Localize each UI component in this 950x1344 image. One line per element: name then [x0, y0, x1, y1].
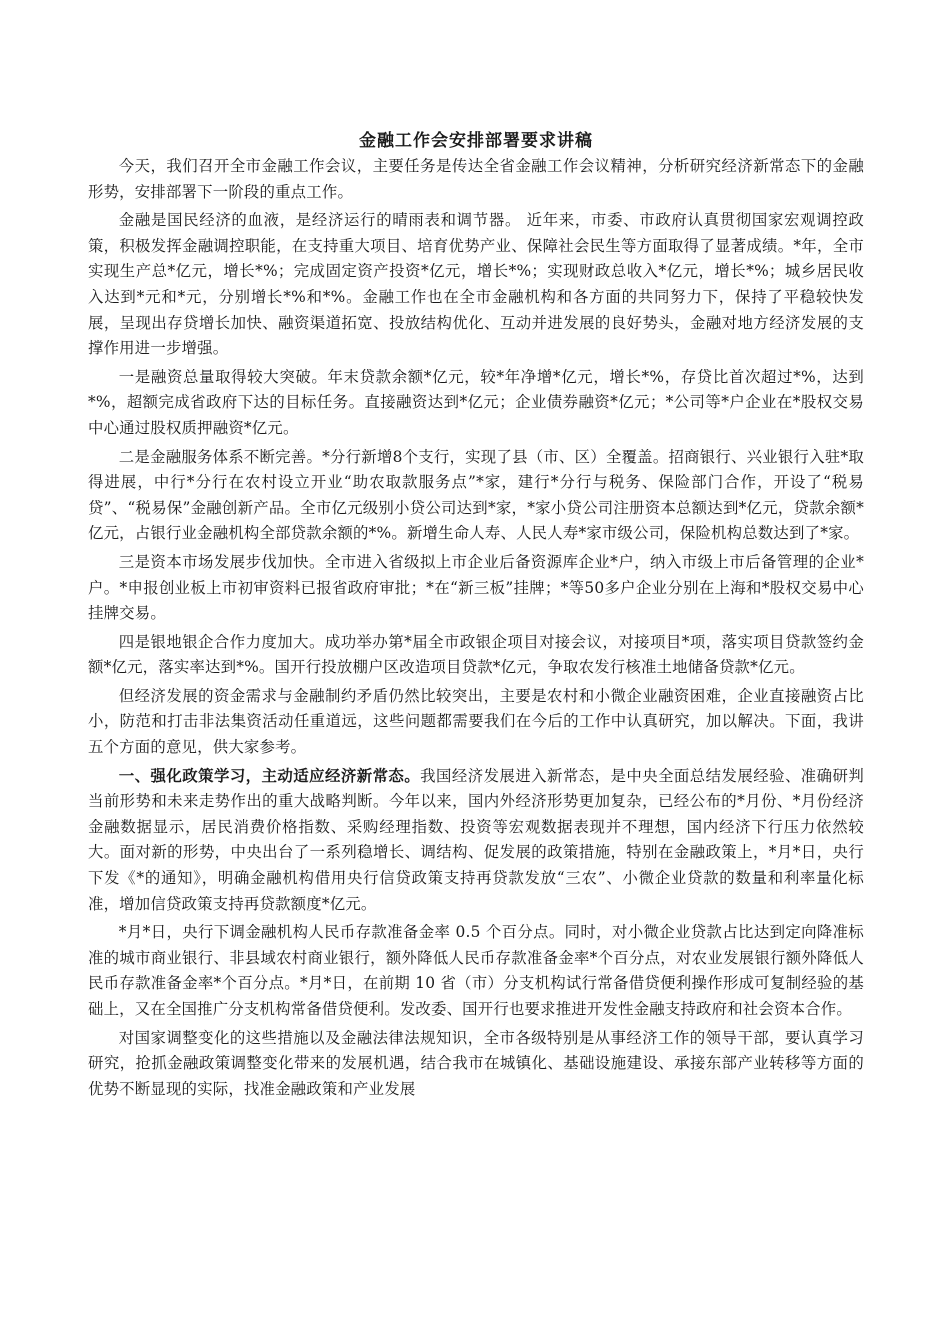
- paragraph: [88, 630, 864, 681]
- paragraph-text: 二是金融服务体系不断完善。*分行新增8个支行，实现了县（市、区）全覆盖。招商银行、兴业银行入驻*取得进展，中行*分行在农村设立开业“助农取款服务点”*家，建行*分行与税务、保险部门合作，开设了“税易贷”、“税易保”金融创新产品。全市亿元级别小贷公司达到*家，*家小贷公司注册资本总额达到*亿元，贷款余额*亿元，占银行业金融机构全部贷款余额的*%。新增生命人寿、人民人寿*家市级公司，保险机构总数达到了*家。: [88, 447, 864, 543]
- paragraph: [88, 764, 864, 918]
- paragraph-text: 今天，我们召开全市金融工作会议，主要任务是传达全省金融工作会议精神，分析研究经济新常态下的金融形势，安排部署下一阶段的重点工作。: [88, 157, 864, 201]
- paragraph: [88, 550, 864, 627]
- paragraph: [88, 920, 864, 1022]
- document-page: [88, 128, 864, 1105]
- paragraph: [88, 208, 864, 362]
- paragraph: [88, 154, 864, 205]
- document-title: 金融工作会安排部署要求讲稿: [359, 131, 593, 151]
- paragraph-text: 三是资本市场发展步伐加快。全市进入省级拟上市企业后备资源库企业*户，纳入市级上市后备管理的企业*户。*申报创业板上市初审资料已报省政府审批；*在“新三板”挂牌；*等50多户企业分别在上海和*股权交易中心挂牌交易。: [88, 552, 864, 623]
- paragraph-text: *月*日，央行下调金融机构人民币存款准备金率 0.5 个百分点。同时，对小微企业贷款占比达到定向降准标准的城市商业银行、非县域农村商业银行，额外降低人民币存款准备金率*个百分点，对农业发展银行额外降低人民币存款准备金率*个百分点。*月*日，在前期 10 省（市）分支机构试行常备借贷便利操作形成可复制经验的基础上，又在全国推广分支机构常备借贷便利。发改委、国开行也要求推进开发性金融支持政府和社会资本合作。: [88, 923, 864, 1018]
- paragraph: [88, 1026, 864, 1103]
- section-heading: 一、强化政策学习，主动适应经济新常态。: [118, 766, 421, 785]
- paragraph: [88, 365, 864, 442]
- paragraph-text: 四是银地银企合作力度加大。成功举办第*届全市政银企项目对接会议，对接项目*项，落实项目贷款签约金额*亿元，落实率达到*%。国开行投放棚户区改造项目贷款*亿元，争取农发行核准土地储备贷款*亿元。: [88, 632, 864, 677]
- paragraph-text: 但经济发展的资金需求与金融制约矛盾仍然比较突出，主要是农村和小微企业融资困难，企业直接融资占比小，防范和打击非法集资活动任重道远，这些问题都需要我们在今后的工作中认真研究，加以解决。下面，我讲五个方面的意见，供大家参考。: [88, 686, 864, 757]
- paragraph: [88, 445, 864, 547]
- paragraph: [88, 684, 864, 761]
- paragraph-text: 我国经济发展进入新常态，是中央全面总结发展经验、准确研判当前形势和未来走势作出的重大战略判断。今年以来，国内外经济形势更加复杂，已经公布的*月份、*月份经济金融数据显示，居民消费价格指数、采购经理指数、投资等宏观数据表现并不理想，国内经济下行压力依然较大。面对新的形势，中央出台了一系列稳增长、调结构、促发展的政策措施，特别在金融政策上，*月*日，央行下发《*的通知》，明确金融机构借用央行信贷政策支持再贷款发放“三农”、小微企业贷款的数量和利率量化标准，增加信贷政策支持再贷款额度*亿元。: [88, 766, 864, 913]
- document-body: [88, 154, 864, 1102]
- paragraph-text: 一是融资总量取得较大突破。年末贷款余额*亿元，较*年净增*亿元，增长*%，存贷比首次超过*%，达到*%，超额完成省政府下达的目标任务。直接融资达到*亿元；企业债券融资*亿元；*公司等*户企业在*股权交易中心通过股权质押融资*亿元。: [88, 367, 864, 437]
- paragraph-text: 金融是国民经济的血液，是经济运行的晴雨表和调节器。 近年来，市委、市政府认真贯彻国家宏观调控政策，积极发挥金融调控职能，在支持重大项目、培育优势产业、保障社会民生等方面取得了显著成绩。*年，全市实现生产总*亿元，增长*%；完成固定资产投资*亿元，增长*%；实现财政总收入*亿元，增长*%；城乡居民收入达到*元和*元，分别增长*%和*%。金融工作也在全市金融机构和各方面的共同努力下，保持了平稳较快发展，呈现出存贷增长加快、融资渠道拓宽、投放结构优化、互动并进发展的良好势头，金融对地方经济发展的支撑作用进一步增强。: [88, 211, 864, 358]
- paragraph-text: 对国家调整变化的这些措施以及金融法律法规知识，全市各级特别是从事经济工作的领导干部，要认真学习研究，抢抓金融政策调整变化带来的发展机遇，结合我市在城镇化、基础设施建设、承接东部产业转移等方面的优势不断显现的实际，找准金融政策和产业发展: [88, 1028, 864, 1098]
